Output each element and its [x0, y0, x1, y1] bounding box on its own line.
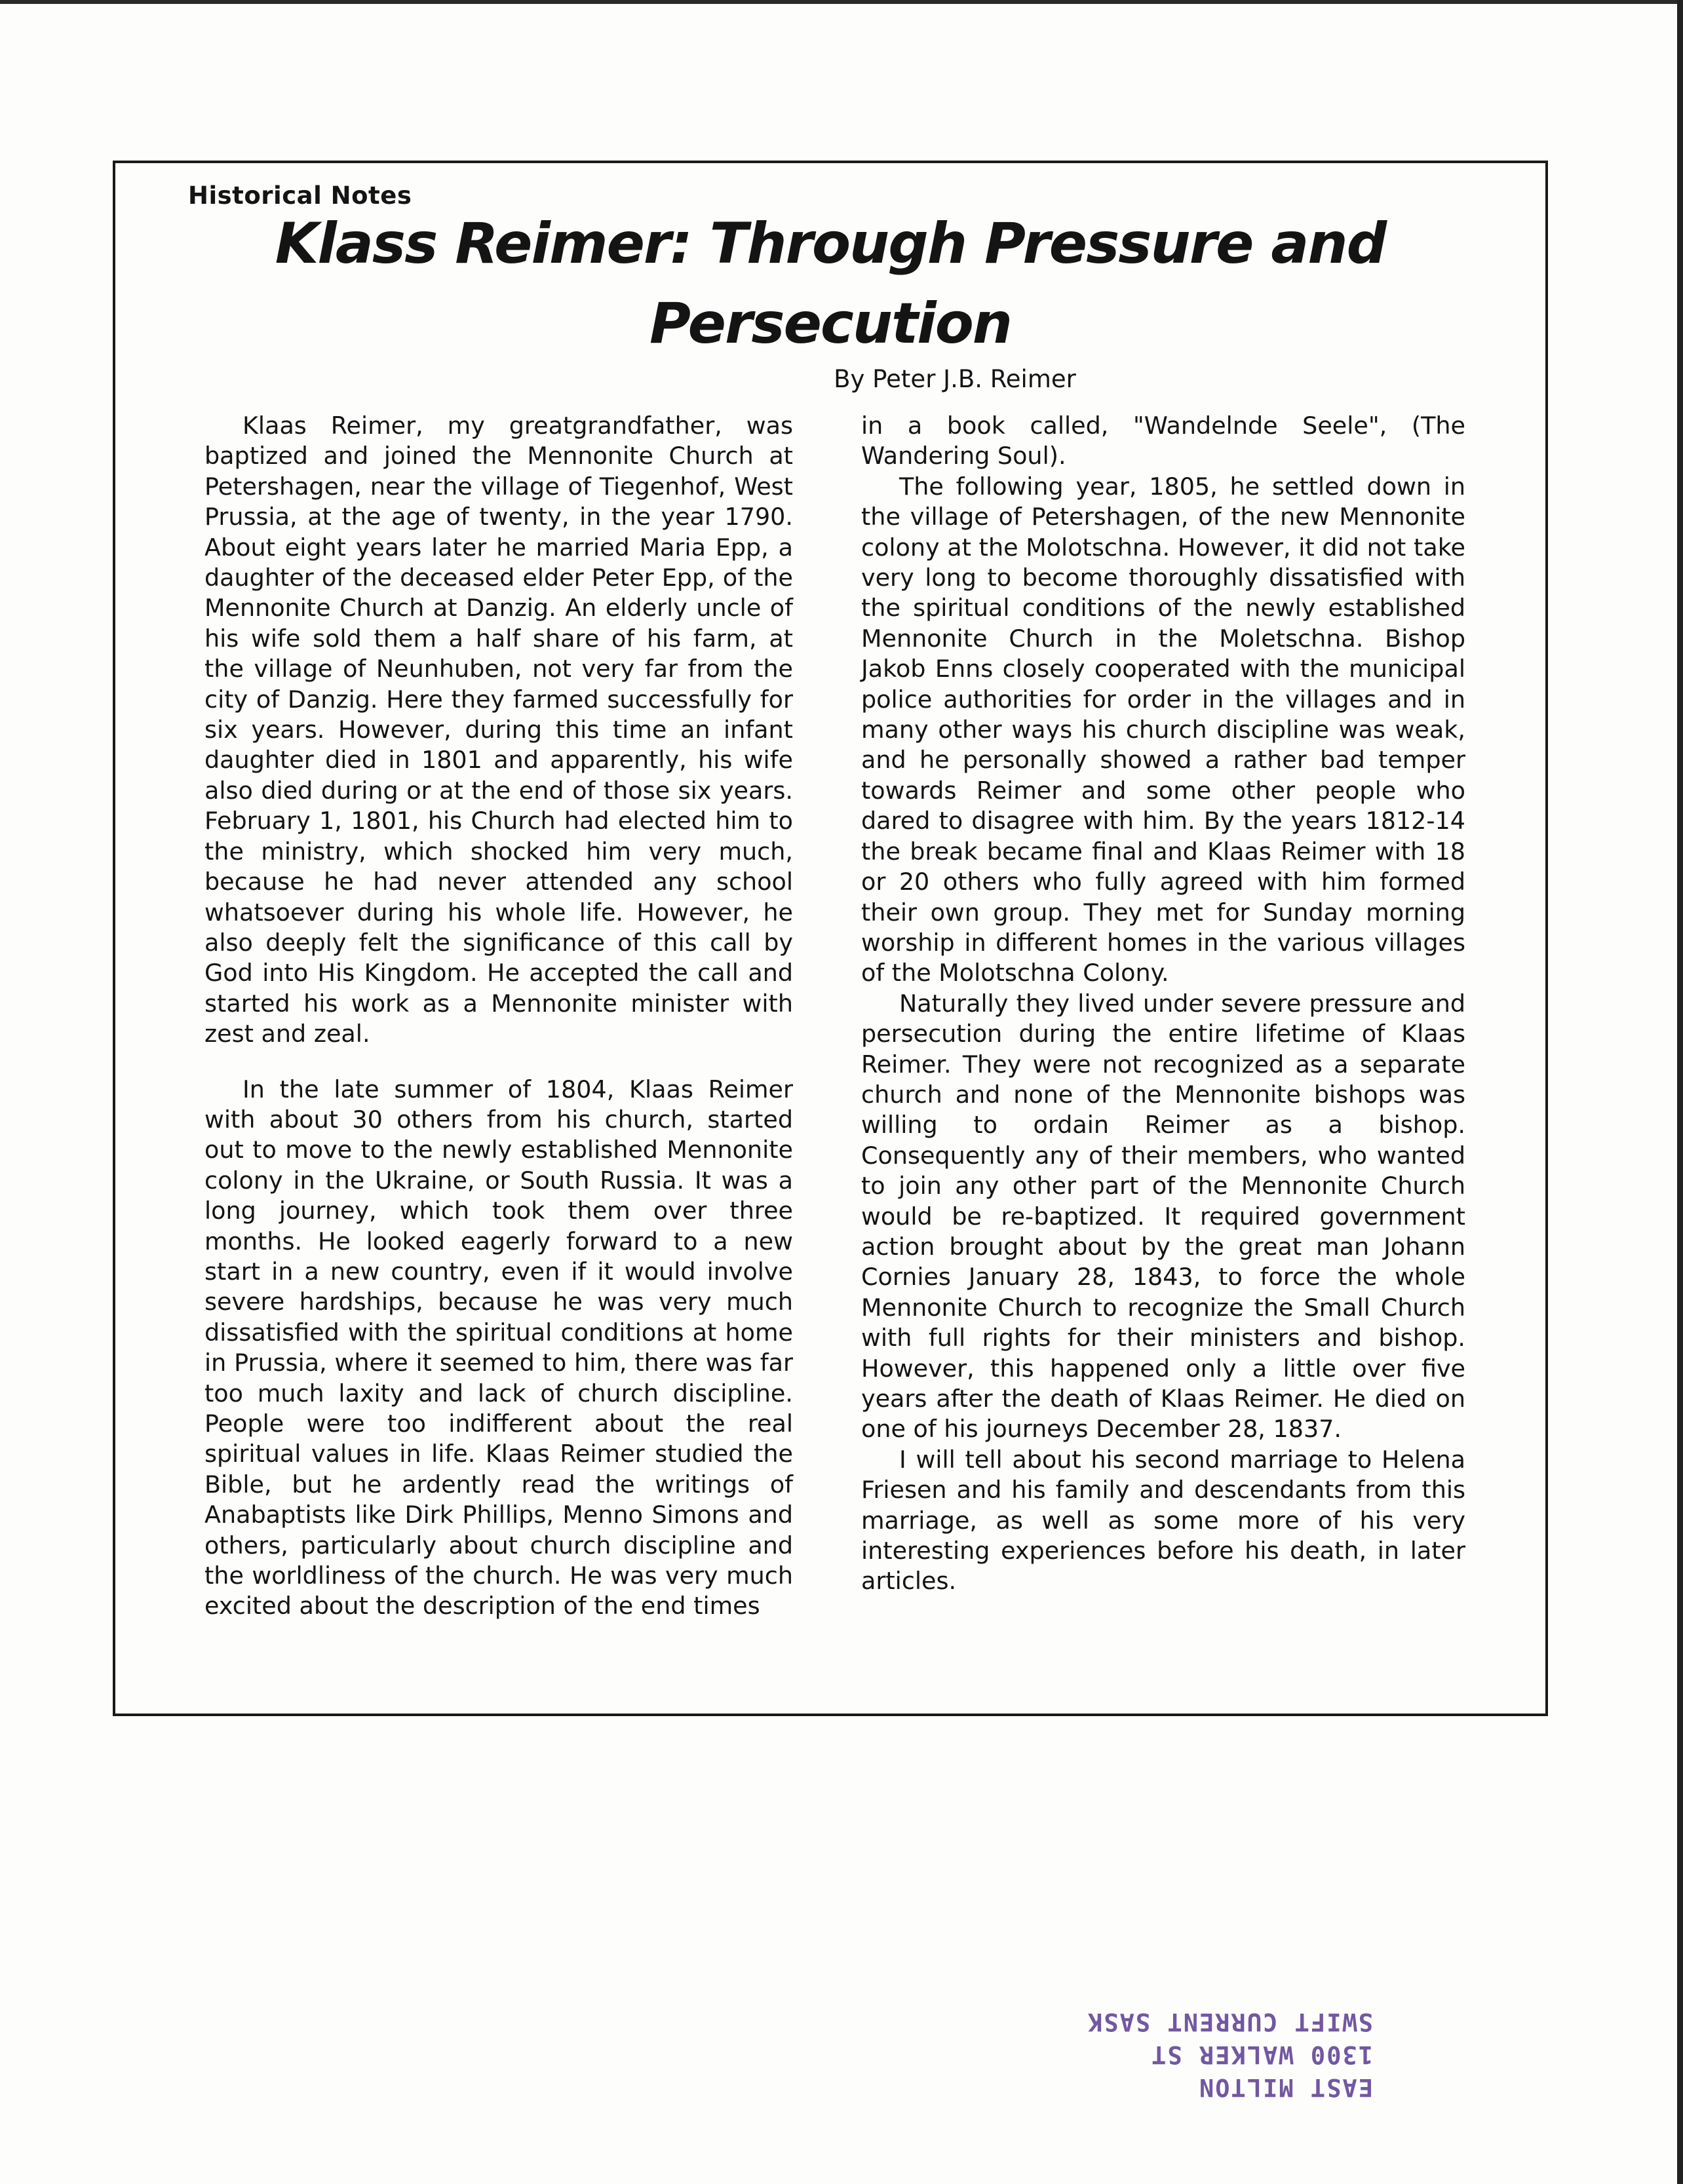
article-frame	[113, 161, 1548, 1716]
paragraph: Klaas Reimer, my greatgrandfather, was baptized and joined the Mennonite Church at Petershagen, near the village of Tiegenhof, West Prussia, at the age of twenty, in the year 1790. About eight years later he married Maria Epp, a daughter of the deceased elder Peter Epp, of the Mennonite Church at Danzig. An elderly uncle of his wife sold them a half share of his farm, at the village of Neunhuben, not very far from the city of Danzig. Here they farmed successfully for six years. However, during this time an infant daughter died in 1801 and apparently, his wife also died during or at the end of those six years. February 1, 1801, his Church had elected him to the ministry, which shocked him very much, because he had never attended any school whatsoever during his whole life. However, he also deeply felt the significance of this call by God into His Kingdom. He accepted the call and started his work as a Mennonite minister with zest and zeal.	[204, 412, 793, 1048]
section-label: Historical Notes	[188, 182, 412, 210]
page-edge	[1677, 0, 1683, 2184]
paragraph: The following year, 1805, he settled down in the village of Petershagen, of the new Mennonite colony at the Molotschna. However, it did not take very long to become thoroughly dissatisfied with the spiritual conditions of the newly established Mennonite Church in the Moletschna. Bishop Jakob Enns closely cooperated with the municipal police authorities for order in the villages and in many other ways his church discipline was weak, and he personally showed a rather bad temper towards Reimer and some other people who dared to disagree with him. By the years 1812-14 the break became final and Klaas Reimer with 18 or 20 others who fully agreed with him formed their own group. They met for Sunday morning worship in different homes in the various villages of the Molotschna Colony.	[861, 472, 1465, 987]
paragraph: I will tell about his second marriage to Helena Friesen and his family and descendants from this marriage, as well as some more of his very interesting experiences before his death, in later articles.	[861, 1445, 1465, 1596]
left-column	[204, 411, 793, 1622]
paragraph: In the late summer of 1804, Klaas Reimer with about 30 others from his church, started out to move to the newly established Mennonite colony in the Ukraine, or South Russia. It was a long journey, which took them over three months. He looked eagerly forward to a new start in a new country, even if it would involve severe hardships, because he was very much dissatisfied with the spiritual conditions at home in Prussia, where it seemed to him, there was far too much laxity and lack of church discipline. People were too indifferent about the real spiritual values in life. Klaas Reimer studied the Bible, but he ardently read the writings of Anabaptists like Dirk Phillips, Menno Simons and others, particularly about church discipline and the worldliness of the church. He was very much excited about the description of the end times	[204, 1075, 793, 1620]
stamp-line: 1300 WALKER ST	[1150, 2040, 1373, 2069]
paragraph: in a book called, "Wandelnde Seele", (The Wandering Soul).	[861, 412, 1465, 470]
right-column	[861, 411, 1465, 1597]
byline: By Peter J.B. Reimer	[834, 365, 1076, 393]
article-title: Klass Reimer: Through Pressure and Persecution	[275, 211, 1386, 356]
stamp-line: SWIFT CURRENT SASK	[1087, 2008, 1373, 2036]
stamp-line: EAST MILTON	[1197, 2073, 1373, 2101]
address-stamp	[1032, 2005, 1373, 2103]
paragraph: Naturally they lived under severe pressure and persecution during the entire lifetime of Klaas Reimer. They were not recognized as a separate church and none of the Mennonite bishops was willing to ordain Reimer as a bishop. Consequently any of their members, who wanted to join any other part of the Mennonite Church would be re-baptized. It required government action brought about by the great man Johann Cornies January 28, 1843, to force the whole Mennonite Church to recognize the Small Church with full rights for their ministers and bishop. However, this happened only a little over five years after the death of Klaas Reimer. He died on one of his journeys December 28, 1837.	[861, 989, 1465, 1444]
page-edge	[0, 0, 1683, 4]
